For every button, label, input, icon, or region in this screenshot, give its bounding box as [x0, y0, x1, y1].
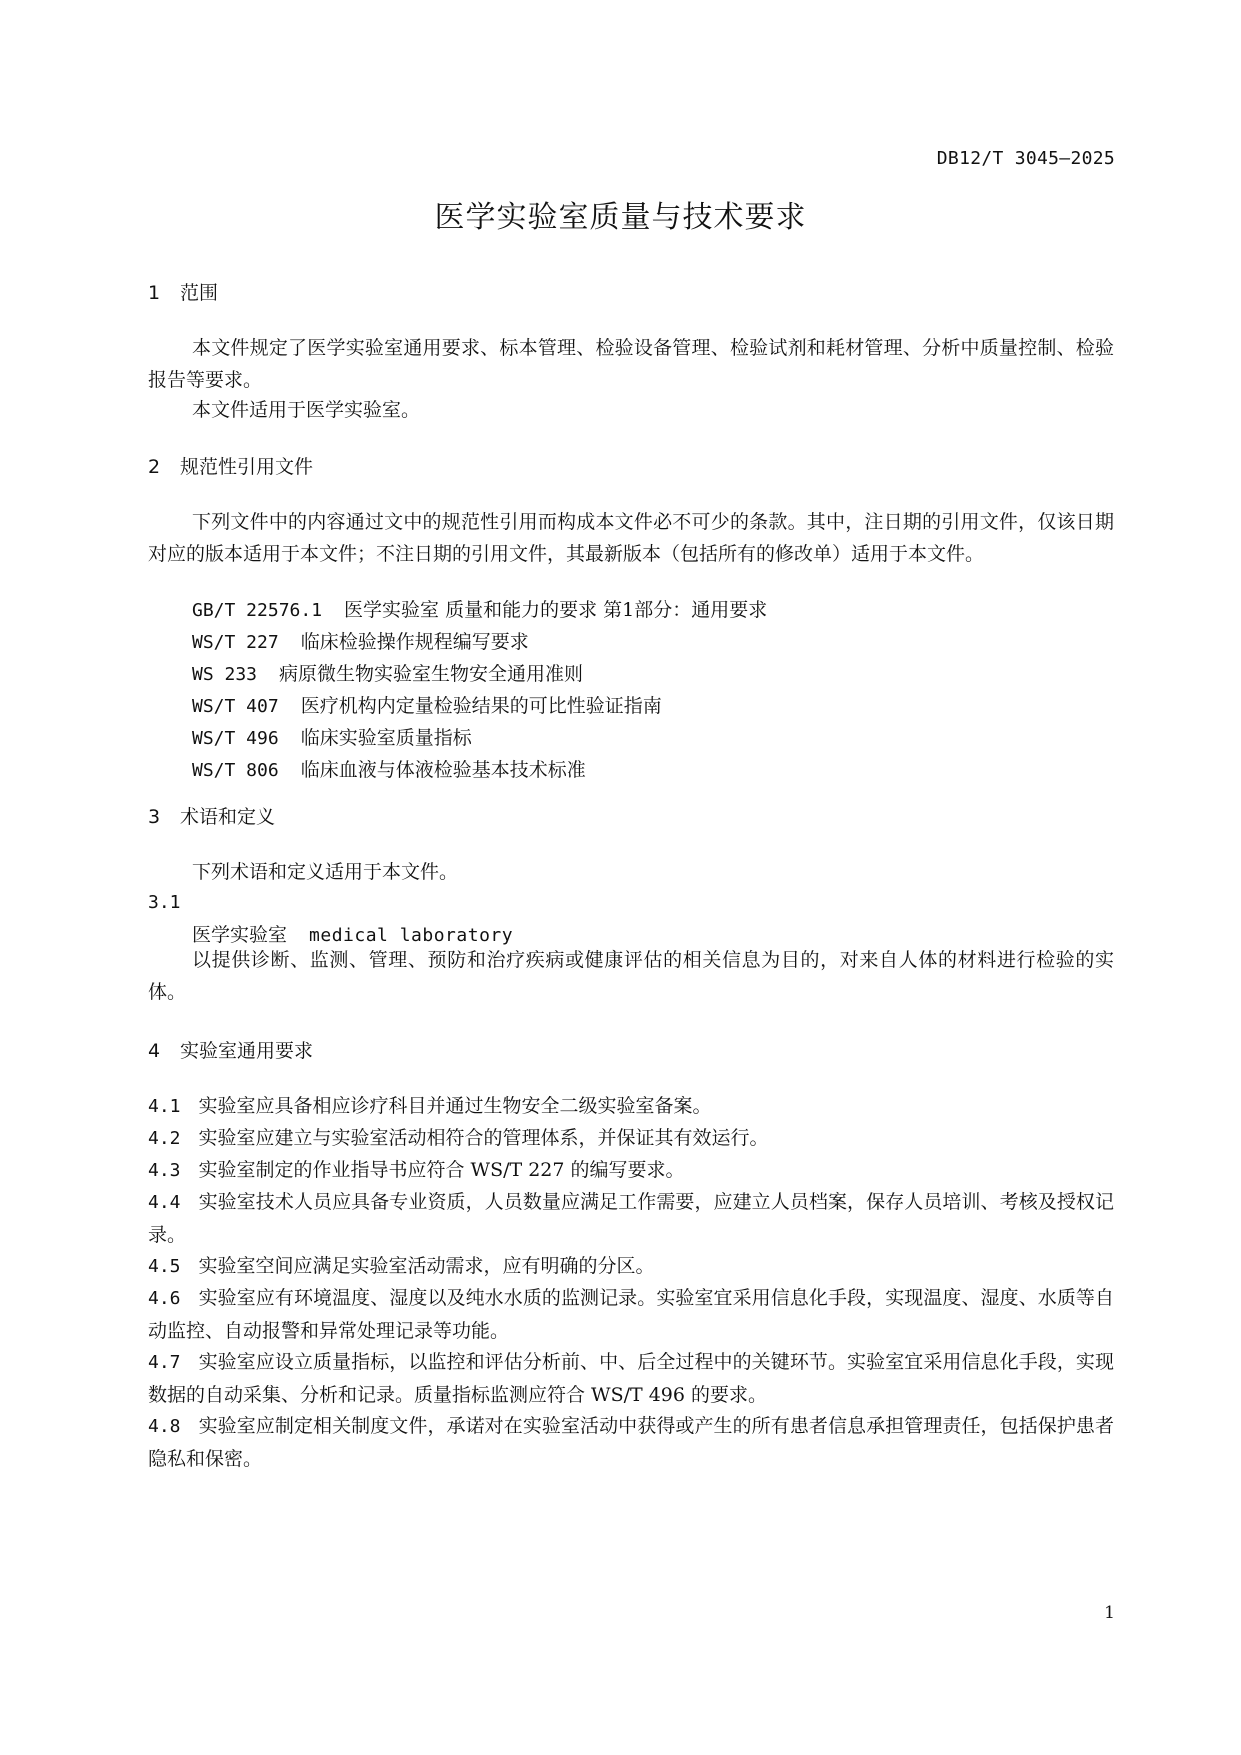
clause-number: 4.5: [148, 1256, 181, 1277]
section-number: 3: [148, 806, 161, 828]
section-number: 1: [148, 282, 161, 304]
reference-code: WS/T 496: [192, 728, 279, 749]
reference-item: [192, 754, 586, 787]
clause-item: [148, 1186, 1114, 1251]
clause-number: 4.8: [148, 1416, 181, 1437]
section-title: 范围: [180, 282, 219, 304]
reference-item: [192, 658, 583, 691]
section-title: 实验室通用要求: [180, 1040, 314, 1062]
reference-title: 临床检验操作规程编写要求: [300, 631, 529, 653]
standard-code: DB12/T 3045—2025: [936, 148, 1115, 169]
section-1-paragraph: 本文件规定了医学实验室通用要求、标本管理、检验设备管理、检验试剂和耗材管理、分析中质量控制、检验报告等要求。: [148, 337, 1114, 391]
section-2-heading: [148, 452, 313, 479]
section-3-heading: [148, 802, 275, 829]
clause-number: 4.3: [148, 1160, 181, 1181]
reference-code: WS/T 806: [192, 760, 279, 781]
section-number: 4: [148, 1040, 161, 1062]
reference-code: GB/T 22576.1: [192, 600, 323, 621]
section-3-paragraph: 下列术语和定义适用于本文件。: [192, 861, 459, 883]
reference-title: 医疗机构内定量检验结果的可比性验证指南: [300, 695, 662, 717]
section-4-heading: [148, 1036, 313, 1063]
clause-item: [148, 1346, 1114, 1411]
clause-item: [148, 1282, 1114, 1347]
clause-text: 实验室技术人员应具备专业资质，人员数量应满足工作需要，应建立人员档案，保存人员培训、考核及授权记录。: [148, 1191, 1114, 1246]
clause-number: 4.7: [148, 1352, 181, 1373]
document-title: 医学实验室质量与技术要求: [434, 200, 807, 235]
section-title: 规范性引用文件: [180, 456, 314, 478]
clause-item: [148, 1122, 1114, 1155]
reference-code: WS/T 227: [192, 632, 279, 653]
reference-item: [192, 626, 529, 659]
section-number: 2: [148, 456, 161, 478]
clause-number: 4.4: [148, 1192, 181, 1213]
term-number: 3.1: [148, 892, 181, 913]
reference-code: WS/T 407: [192, 696, 279, 717]
page-number: 1: [1104, 1603, 1115, 1623]
reference-item: [192, 690, 662, 723]
clause-text: 实验室空间应满足实验室活动需求，应有明确的分区。: [198, 1255, 655, 1277]
term-english: medical laboratory: [309, 925, 514, 946]
term-entry: [192, 920, 513, 947]
clause-number: 4.6: [148, 1288, 181, 1309]
clause-text: 实验室应建立与实验室活动相符合的管理体系，并保证其有效运行。: [198, 1127, 769, 1149]
clause-item: [148, 1410, 1114, 1475]
clause-text: 实验室应具备相应诊疗科目并通过生物安全二级实验室备案。: [198, 1095, 712, 1117]
reference-title: 病原微生物实验室生物安全通用准则: [279, 663, 584, 685]
reference-title: 临床实验室质量指标: [300, 727, 472, 749]
reference-item: [192, 594, 767, 627]
term-definition: 以提供诊断、监测、管理、预防和治疗疾病或健康评估的相关信息为目的，对来自人体的材料进行检验的实体。: [148, 949, 1114, 1003]
clause-text: 实验室应制定相关制度文件，承诺对在实验室活动中获得或产生的所有患者信息承担管理责任，包括保护患者隐私和保密。: [148, 1415, 1114, 1470]
clause-number: 4.2: [148, 1128, 181, 1149]
section-2-paragraph: 下列文件中的内容通过文中的规范性引用而构成本文件必不可少的条款。其中，注日期的引用文件，仅该日期对应的版本适用于本文件；不注日期的引用文件，其最新版本（包括所有的修改单）适用于本文件。: [148, 511, 1114, 565]
reference-code: WS 233: [192, 664, 258, 685]
clause-text: 实验室应有环境温度、湿度以及纯水水质的监测记录。实验室宜采用信息化手段，实现温度、湿度、水质等自动监控、自动报警和异常处理记录等功能。: [148, 1287, 1114, 1342]
reference-title: 医学实验室 质量和能力的要求 第1部分：通用要求: [344, 599, 768, 621]
section-1-applicability: 本文件适用于医学实验室。: [192, 399, 421, 421]
reference-item: [192, 722, 472, 755]
section-title: 术语和定义: [180, 806, 276, 828]
reference-title: 临床血液与体液检验基本技术标准: [300, 759, 586, 781]
term-chinese: 医学实验室: [192, 924, 288, 946]
clause-number: 4.1: [148, 1096, 181, 1117]
clause-item: [148, 1090, 1114, 1123]
clause-text: 实验室制定的作业指导书应符合 WS/T 227 的编写要求。: [198, 1159, 685, 1181]
clause-item: [148, 1250, 1114, 1283]
clause-text: 实验室应设立质量指标，以监控和评估分析前、中、后全过程中的关键环节。实验室宜采用信息化手段，实现数据的自动采集、分析和记录。质量指标监测应符合 WS/T 496 的要求。: [148, 1351, 1114, 1406]
clause-item: [148, 1154, 1114, 1187]
section-1-heading: [148, 278, 218, 305]
